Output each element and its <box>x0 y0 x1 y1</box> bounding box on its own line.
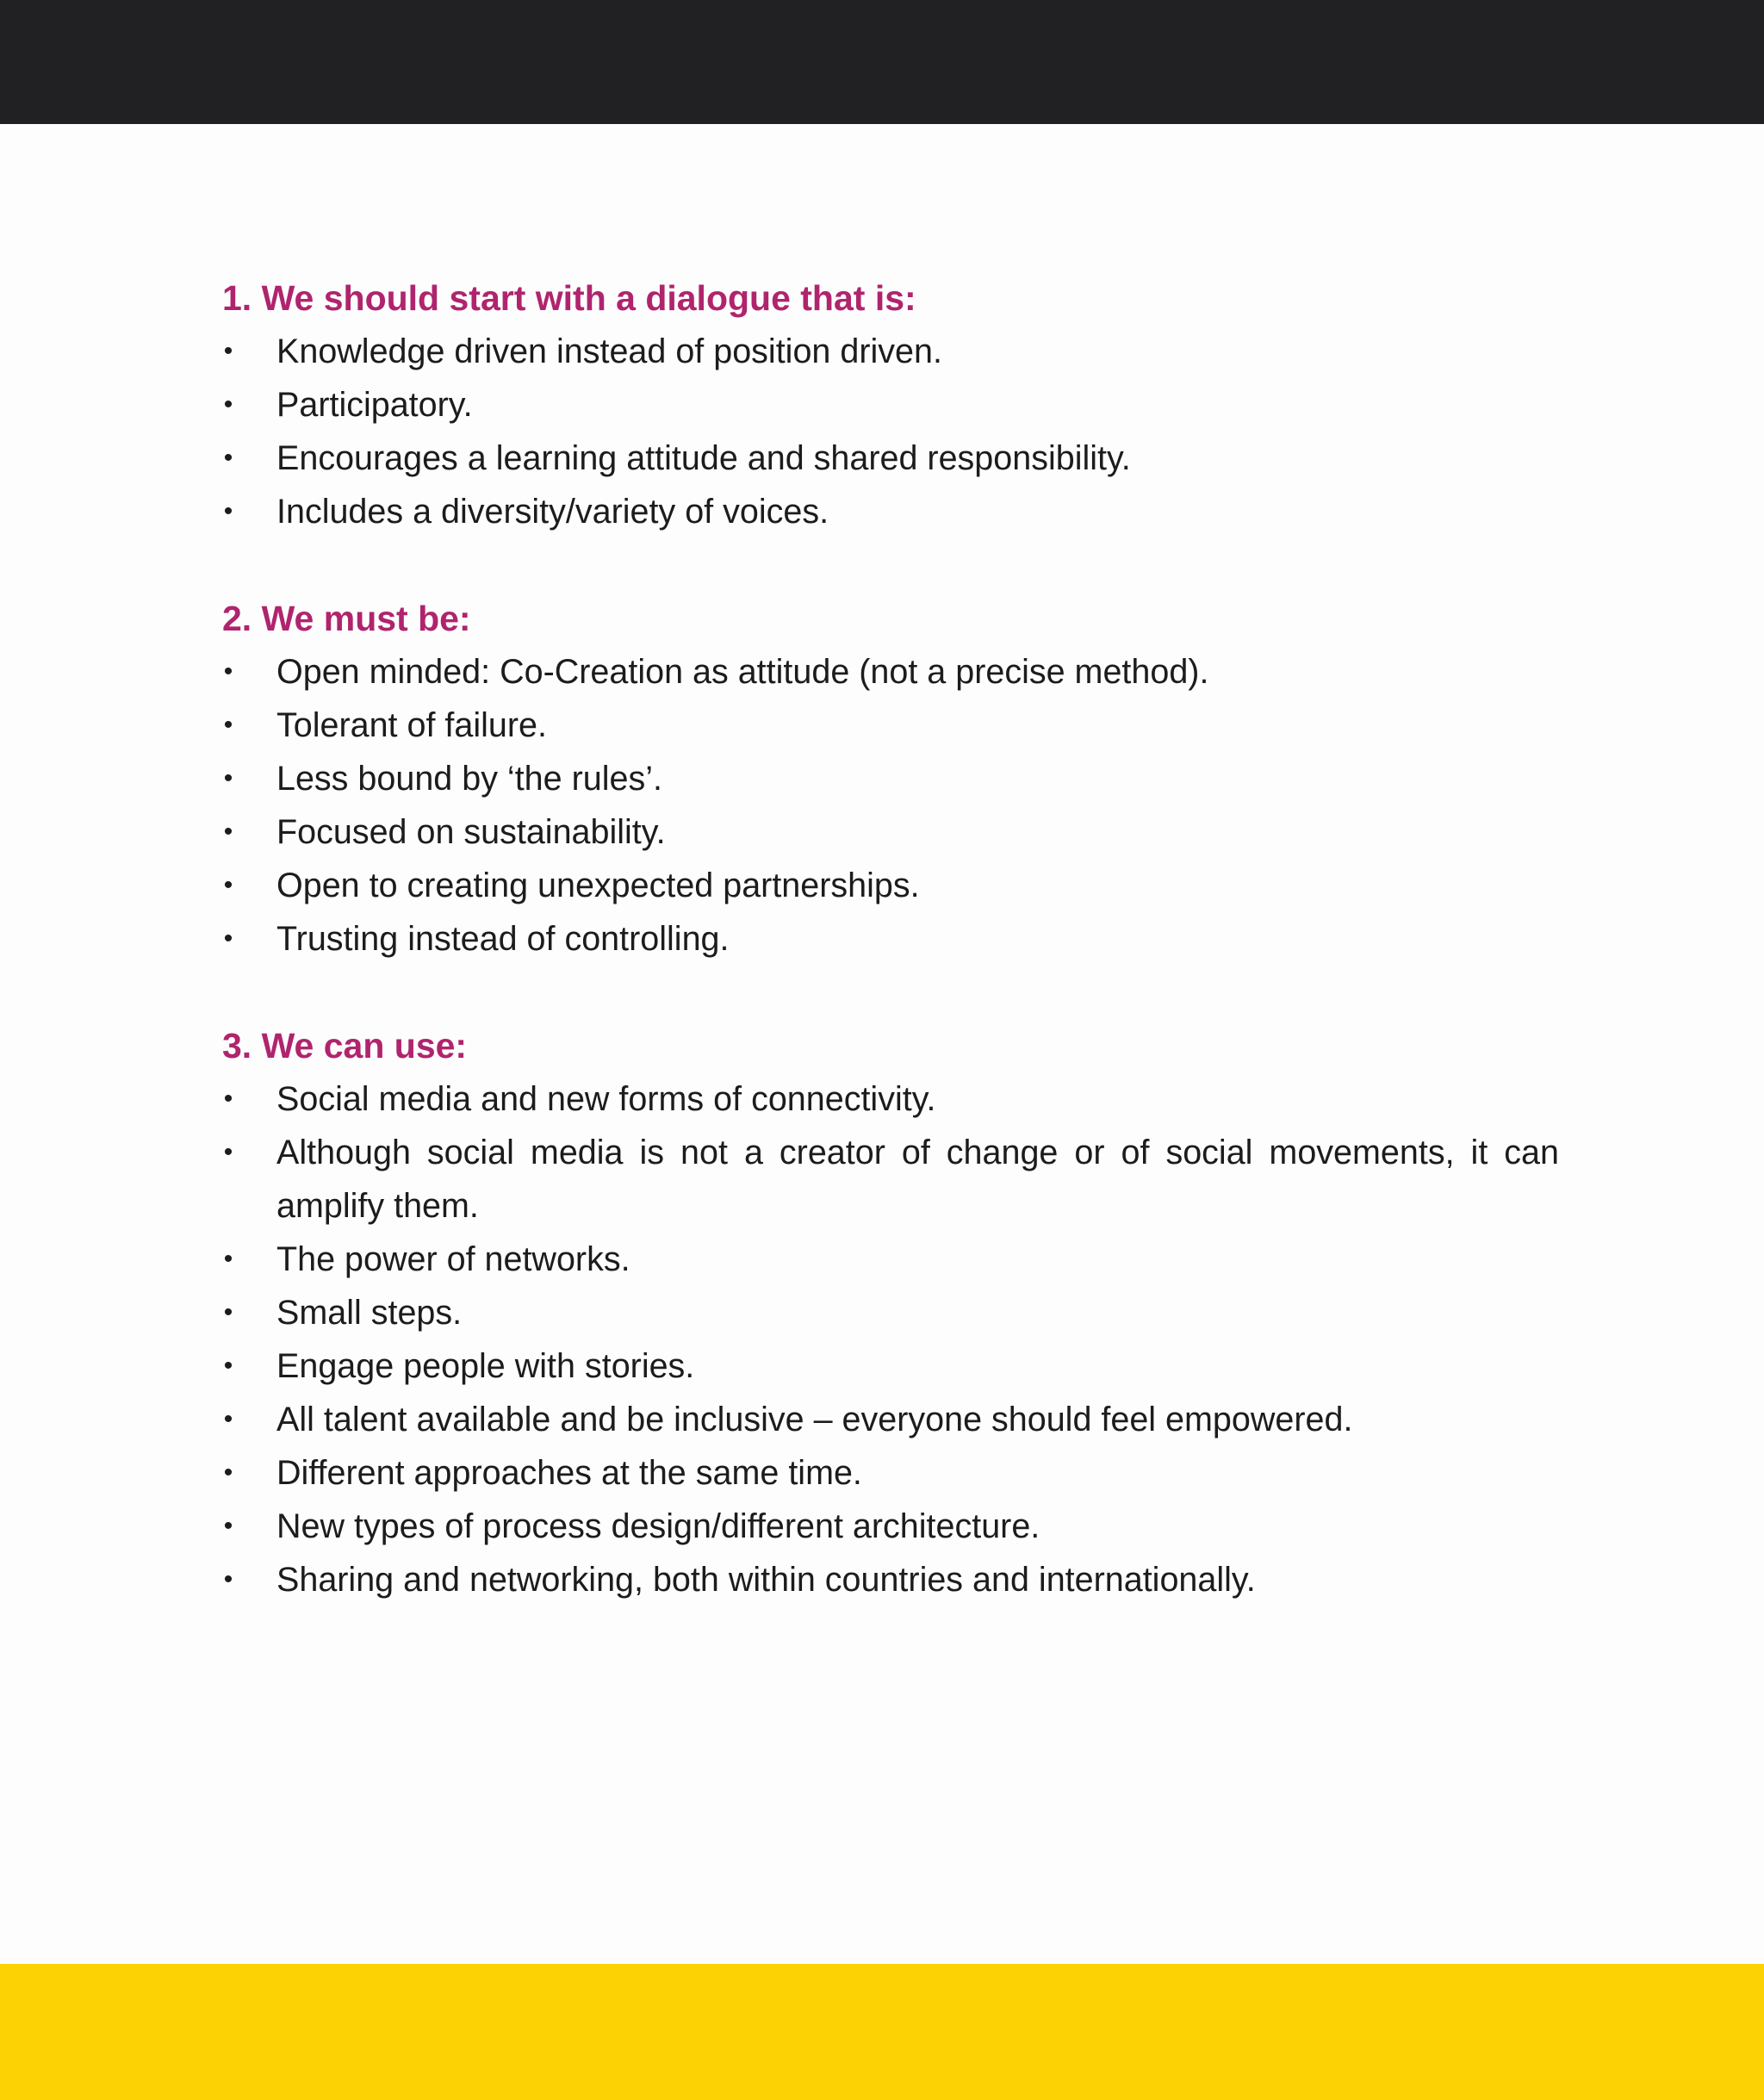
list-item <box>222 1339 1559 1393</box>
list-item <box>222 325 1559 378</box>
bullet-list <box>222 1072 1559 1606</box>
section-dialogue <box>222 271 1559 538</box>
list-item-text: Although social media is not a creator of change or of social movements, it can amplify them. <box>276 1134 1559 1225</box>
list-item-text: Different approaches at the same time. <box>276 1454 862 1492</box>
top-banner <box>0 0 1764 124</box>
list-item-text: Focused on sustainability. <box>276 813 666 851</box>
bullet-icon: • <box>223 924 233 953</box>
section-can-use <box>222 1019 1559 1606</box>
bullet-icon: • <box>223 1405 233 1433</box>
list-item-text: The power of networks. <box>276 1240 630 1278</box>
list-item-text: Less bound by ‘the rules’. <box>276 760 662 798</box>
list-item <box>222 912 1559 966</box>
bullet-icon: • <box>223 1138 233 1166</box>
bullet-icon: • <box>223 1298 233 1326</box>
list-item <box>222 645 1559 699</box>
bullet-icon: • <box>223 1458 233 1487</box>
bullet-icon: • <box>223 1084 233 1113</box>
list-item <box>222 1446 1559 1500</box>
list-item-text: Social media and new forms of connectivity. <box>276 1080 936 1118</box>
bullet-icon: • <box>223 817 233 846</box>
list-item <box>222 1500 1559 1553</box>
list-item <box>222 485 1559 538</box>
bullet-icon: • <box>223 871 233 899</box>
section-must-be <box>222 592 1559 966</box>
section-heading: 3. We can use: <box>222 1026 468 1066</box>
list-item <box>222 752 1559 805</box>
list-item-text: Sharing and networking, both within countries and internationally. <box>276 1561 1256 1599</box>
list-item <box>222 1286 1559 1339</box>
section-heading: 1. We should start with a dialogue that is: <box>222 278 916 318</box>
list-item <box>222 432 1559 485</box>
bullet-list <box>222 645 1559 966</box>
list-item-text: All talent available and be inclusive – everyone should feel empowered. <box>276 1401 1353 1438</box>
list-item-text: Participatory. <box>276 386 473 424</box>
list-item <box>222 805 1559 859</box>
list-item <box>222 1553 1559 1606</box>
bullet-icon: • <box>223 390 233 419</box>
list-item-text: Open to creating unexpected partnerships. <box>276 867 920 904</box>
list-item-text: Trusting instead of controlling. <box>276 920 730 958</box>
list-item-text: Knowledge driven instead of position driven. <box>276 332 942 370</box>
list-item <box>222 859 1559 912</box>
list-item <box>222 1393 1559 1446</box>
list-item <box>222 1072 1559 1126</box>
bullet-icon: • <box>223 711 233 739</box>
section-heading: 2. We must be: <box>222 599 471 638</box>
bullet-icon: • <box>223 1351 233 1380</box>
bullet-icon: • <box>223 444 233 472</box>
bullet-list <box>222 325 1559 538</box>
bullet-icon: • <box>223 764 233 792</box>
list-item-text: Includes a diversity/variety of voices. <box>276 493 829 531</box>
list-item-text: Engage people with stories. <box>276 1347 695 1385</box>
list-item-text: New types of process design/different architecture. <box>276 1507 1040 1545</box>
document-body <box>222 271 1559 1660</box>
bullet-icon: • <box>223 1565 233 1594</box>
list-item <box>222 378 1559 432</box>
list-item <box>222 699 1559 752</box>
bullet-icon: • <box>223 1245 233 1273</box>
list-item-text: Encourages a learning attitude and shared responsibility. <box>276 439 1131 477</box>
bullet-icon: • <box>223 497 233 525</box>
bullet-icon: • <box>223 657 233 686</box>
list-item-text: Small steps. <box>276 1294 463 1332</box>
bullet-icon: • <box>223 337 233 365</box>
list-item <box>222 1126 1559 1233</box>
list-item <box>222 1233 1559 1286</box>
list-item-text: Open minded: Co-Creation as attitude (not a precise method). <box>276 653 1209 691</box>
list-item-text: Tolerant of failure. <box>276 706 547 744</box>
bottom-banner <box>0 1964 1764 2100</box>
bullet-icon: • <box>223 1512 233 1540</box>
